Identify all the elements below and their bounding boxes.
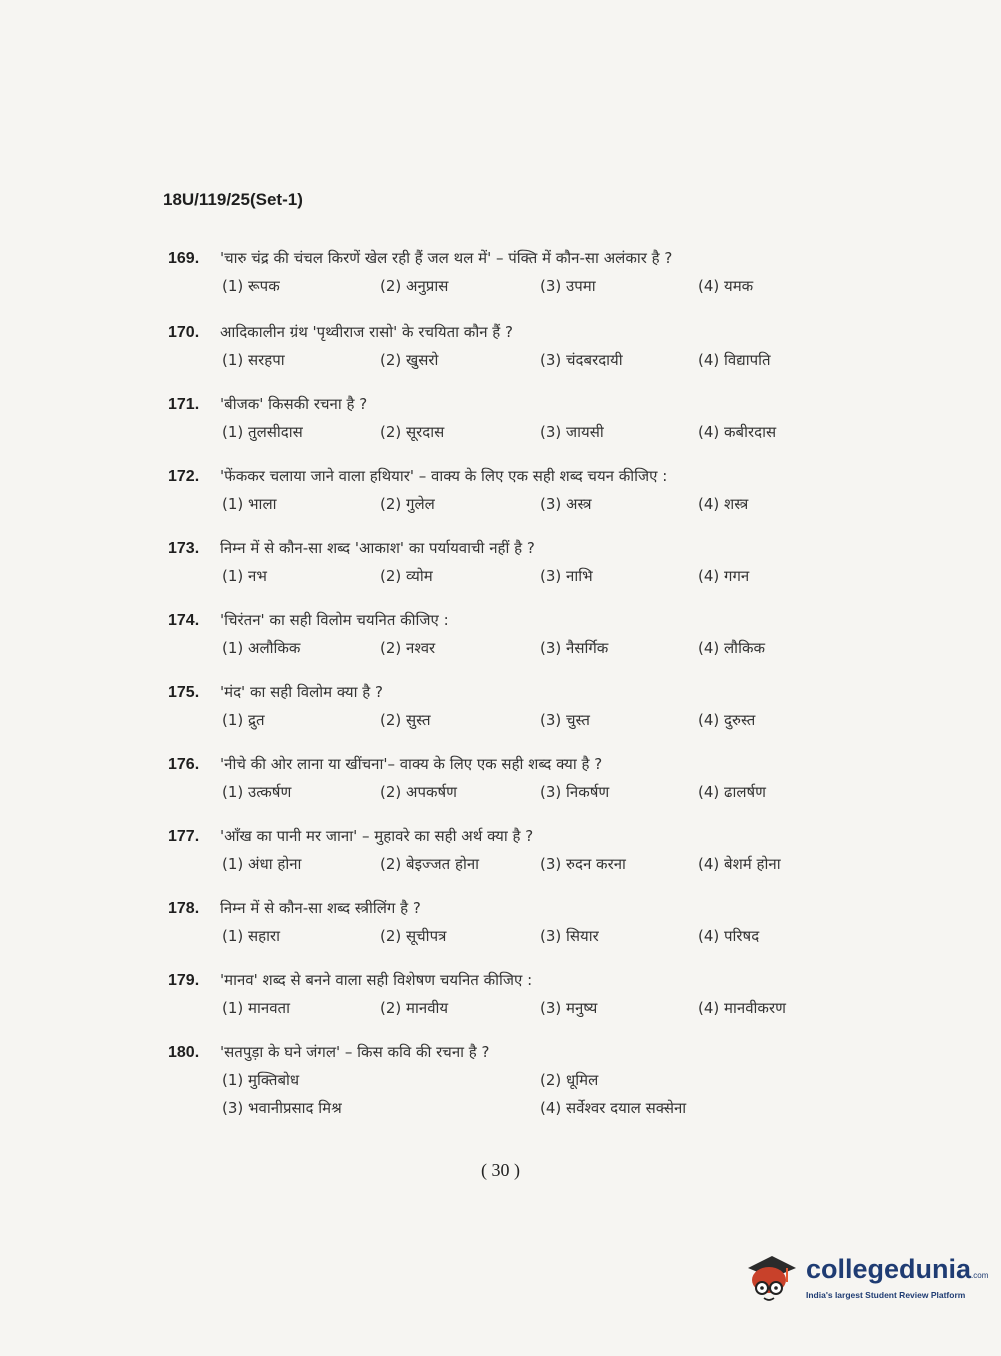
option-4: (4) सर्वेश्वर दयाल सक्सेना (540, 1099, 687, 1117)
question-text: निम्न में से कौन-सा शब्द 'आकाश' का पर्यायवाची नहीं है ? (220, 539, 535, 557)
option-4: (4) बेशर्म होना (698, 855, 781, 873)
option-1: (1) सहारा (222, 927, 281, 945)
brand-name: collegedunia (806, 1253, 972, 1284)
option-4: (4) मानवीकरण (698, 999, 786, 1017)
option-3: (3) निकर्षण (540, 783, 610, 801)
option-4: (4) गगन (698, 567, 750, 585)
option-4: (4) दुरुस्त (698, 711, 756, 729)
brand-tagline: India's largest Student Review Platform (806, 1289, 966, 1300)
option-2: (2) खुसरो (380, 351, 439, 369)
option-2: (2) गुलेल (380, 495, 435, 513)
option-1: (1) नभ (222, 567, 267, 585)
option-3: (3) सियार (540, 927, 599, 945)
page-number: ( 30 ) (481, 1160, 520, 1180)
collegedunia-watermark (742, 1248, 988, 1306)
question-169 (168, 248, 828, 302)
option-2: (2) व्योम (380, 567, 433, 585)
question-180 (168, 1042, 828, 1124)
question-text: आदिकालीन ग्रंथ 'पृथ्वीराज रासो' के रचयिता कौन हैं ? (220, 323, 513, 341)
option-3: (3) मनुष्य (540, 999, 598, 1017)
question-number: 171. (168, 396, 200, 413)
option-2: (2) नश्वर (380, 639, 436, 657)
option-2: (2) बेइज्जत होना (380, 855, 480, 873)
option-2: (2) अनुप्रास (380, 277, 449, 295)
question-number: 178. (168, 900, 200, 917)
question-179 (168, 970, 828, 1024)
option-2: (2) अपकर्षण (380, 783, 458, 801)
question-text: 'फेंककर चलाया जाने वाला हथियार' – वाक्य के लिए एक सही शब्द चयन कीजिए : (220, 467, 668, 485)
option-3: (3) रुदन करना (540, 855, 626, 873)
option-1: (1) अलौकिक (222, 639, 301, 657)
question-text: 'बीजक' किसकी रचना है ? (220, 395, 368, 413)
question-text: 'सतपुड़ा के घने जंगल' – किस कवि की रचना है ? (220, 1043, 490, 1061)
option-3: (3) नाभि (540, 567, 593, 585)
option-2: (2) सूचीपत्र (380, 927, 447, 945)
question-175 (168, 682, 828, 736)
question-number: 172. (168, 468, 200, 485)
question-number: 177. (168, 828, 200, 845)
question-number: 169. (168, 250, 200, 267)
question-176 (168, 754, 828, 808)
option-3: (3) उपमा (540, 277, 596, 295)
question-173 (168, 538, 828, 592)
question-172 (168, 466, 828, 520)
option-3: (3) भवानीप्रसाद मिश्र (222, 1099, 342, 1117)
brand-suffix: .com (971, 1270, 989, 1280)
option-4: (4) लौकिक (698, 639, 765, 657)
question-number: 180. (168, 1044, 200, 1061)
option-2: (2) सूरदास (380, 423, 445, 441)
question-178 (168, 898, 828, 952)
option-3: (3) चंदबरदायी (540, 351, 623, 369)
option-2: (2) मानवीय (380, 999, 449, 1017)
option-4: (4) यमक (698, 277, 754, 295)
question-number: 176. (168, 756, 200, 773)
option-3: (3) चुस्त (540, 711, 590, 729)
option-3: (3) नैसर्गिक (540, 639, 609, 657)
question-174 (168, 610, 828, 664)
question-text: 'चारु चंद्र की चंचल किरणें खेल रही हैं जल थल में' – पंक्ति में कौन-सा अलंकार है ? (220, 249, 673, 267)
option-4: (4) विद्यापति (698, 351, 771, 369)
question-number: 174. (168, 612, 200, 629)
option-1: (1) सरहपा (222, 351, 285, 369)
option-3: (3) जायसी (540, 423, 604, 441)
question-number: 175. (168, 684, 200, 701)
question-text: 'चिरंतन' का सही विलोम चयनित कीजिए : (220, 611, 449, 629)
question-text: 'नीचे की ओर लाना या खींचना'– वाक्य के लिए एक सही शब्द क्या है ? (220, 755, 603, 773)
question-text: 'मंद' का सही विलोम क्या है ? (220, 683, 383, 701)
option-1: (1) भाला (222, 495, 277, 513)
option-1: (1) अंधा होना (222, 855, 302, 873)
question-170 (168, 322, 828, 376)
option-3: (3) अस्त्र (540, 495, 592, 513)
question-text: निम्न में से कौन-सा शब्द स्त्रीलिंग है ? (220, 899, 421, 917)
question-text: 'आँख का पानी मर जाना' – मुहावरे का सही अर्थ क्या है ? (220, 827, 534, 845)
option-4: (4) शस्त्र (698, 495, 749, 513)
option-1: (1) तुलसीदास (222, 423, 303, 441)
option-4: (4) परिषद (698, 927, 760, 945)
question-177 (168, 826, 828, 880)
question-text: 'मानव' शब्द से बनने वाला सही विशेषण चयनित कीजिए : (220, 971, 533, 989)
option-1: (1) मानवता (222, 999, 290, 1017)
student-mascot-icon (742, 1248, 800, 1306)
option-2: (2) धूमिल (540, 1071, 599, 1089)
option-4: (4) कबीरदास (698, 423, 777, 441)
question-number: 179. (168, 972, 200, 989)
option-1: (1) द्रुत (222, 711, 265, 729)
option-4: (4) ढालर्षण (698, 783, 767, 801)
option-1: (1) रूपक (222, 277, 280, 295)
set-code: 18U/119/25(Set-1) (163, 190, 303, 209)
question-171 (168, 394, 828, 448)
option-1: (1) उत्कर्षण (222, 783, 292, 801)
option-1: (1) मुक्तिबोध (222, 1071, 300, 1089)
question-number: 173. (168, 540, 200, 557)
question-number: 170. (168, 324, 200, 341)
option-2: (2) सुस्त (380, 711, 431, 729)
